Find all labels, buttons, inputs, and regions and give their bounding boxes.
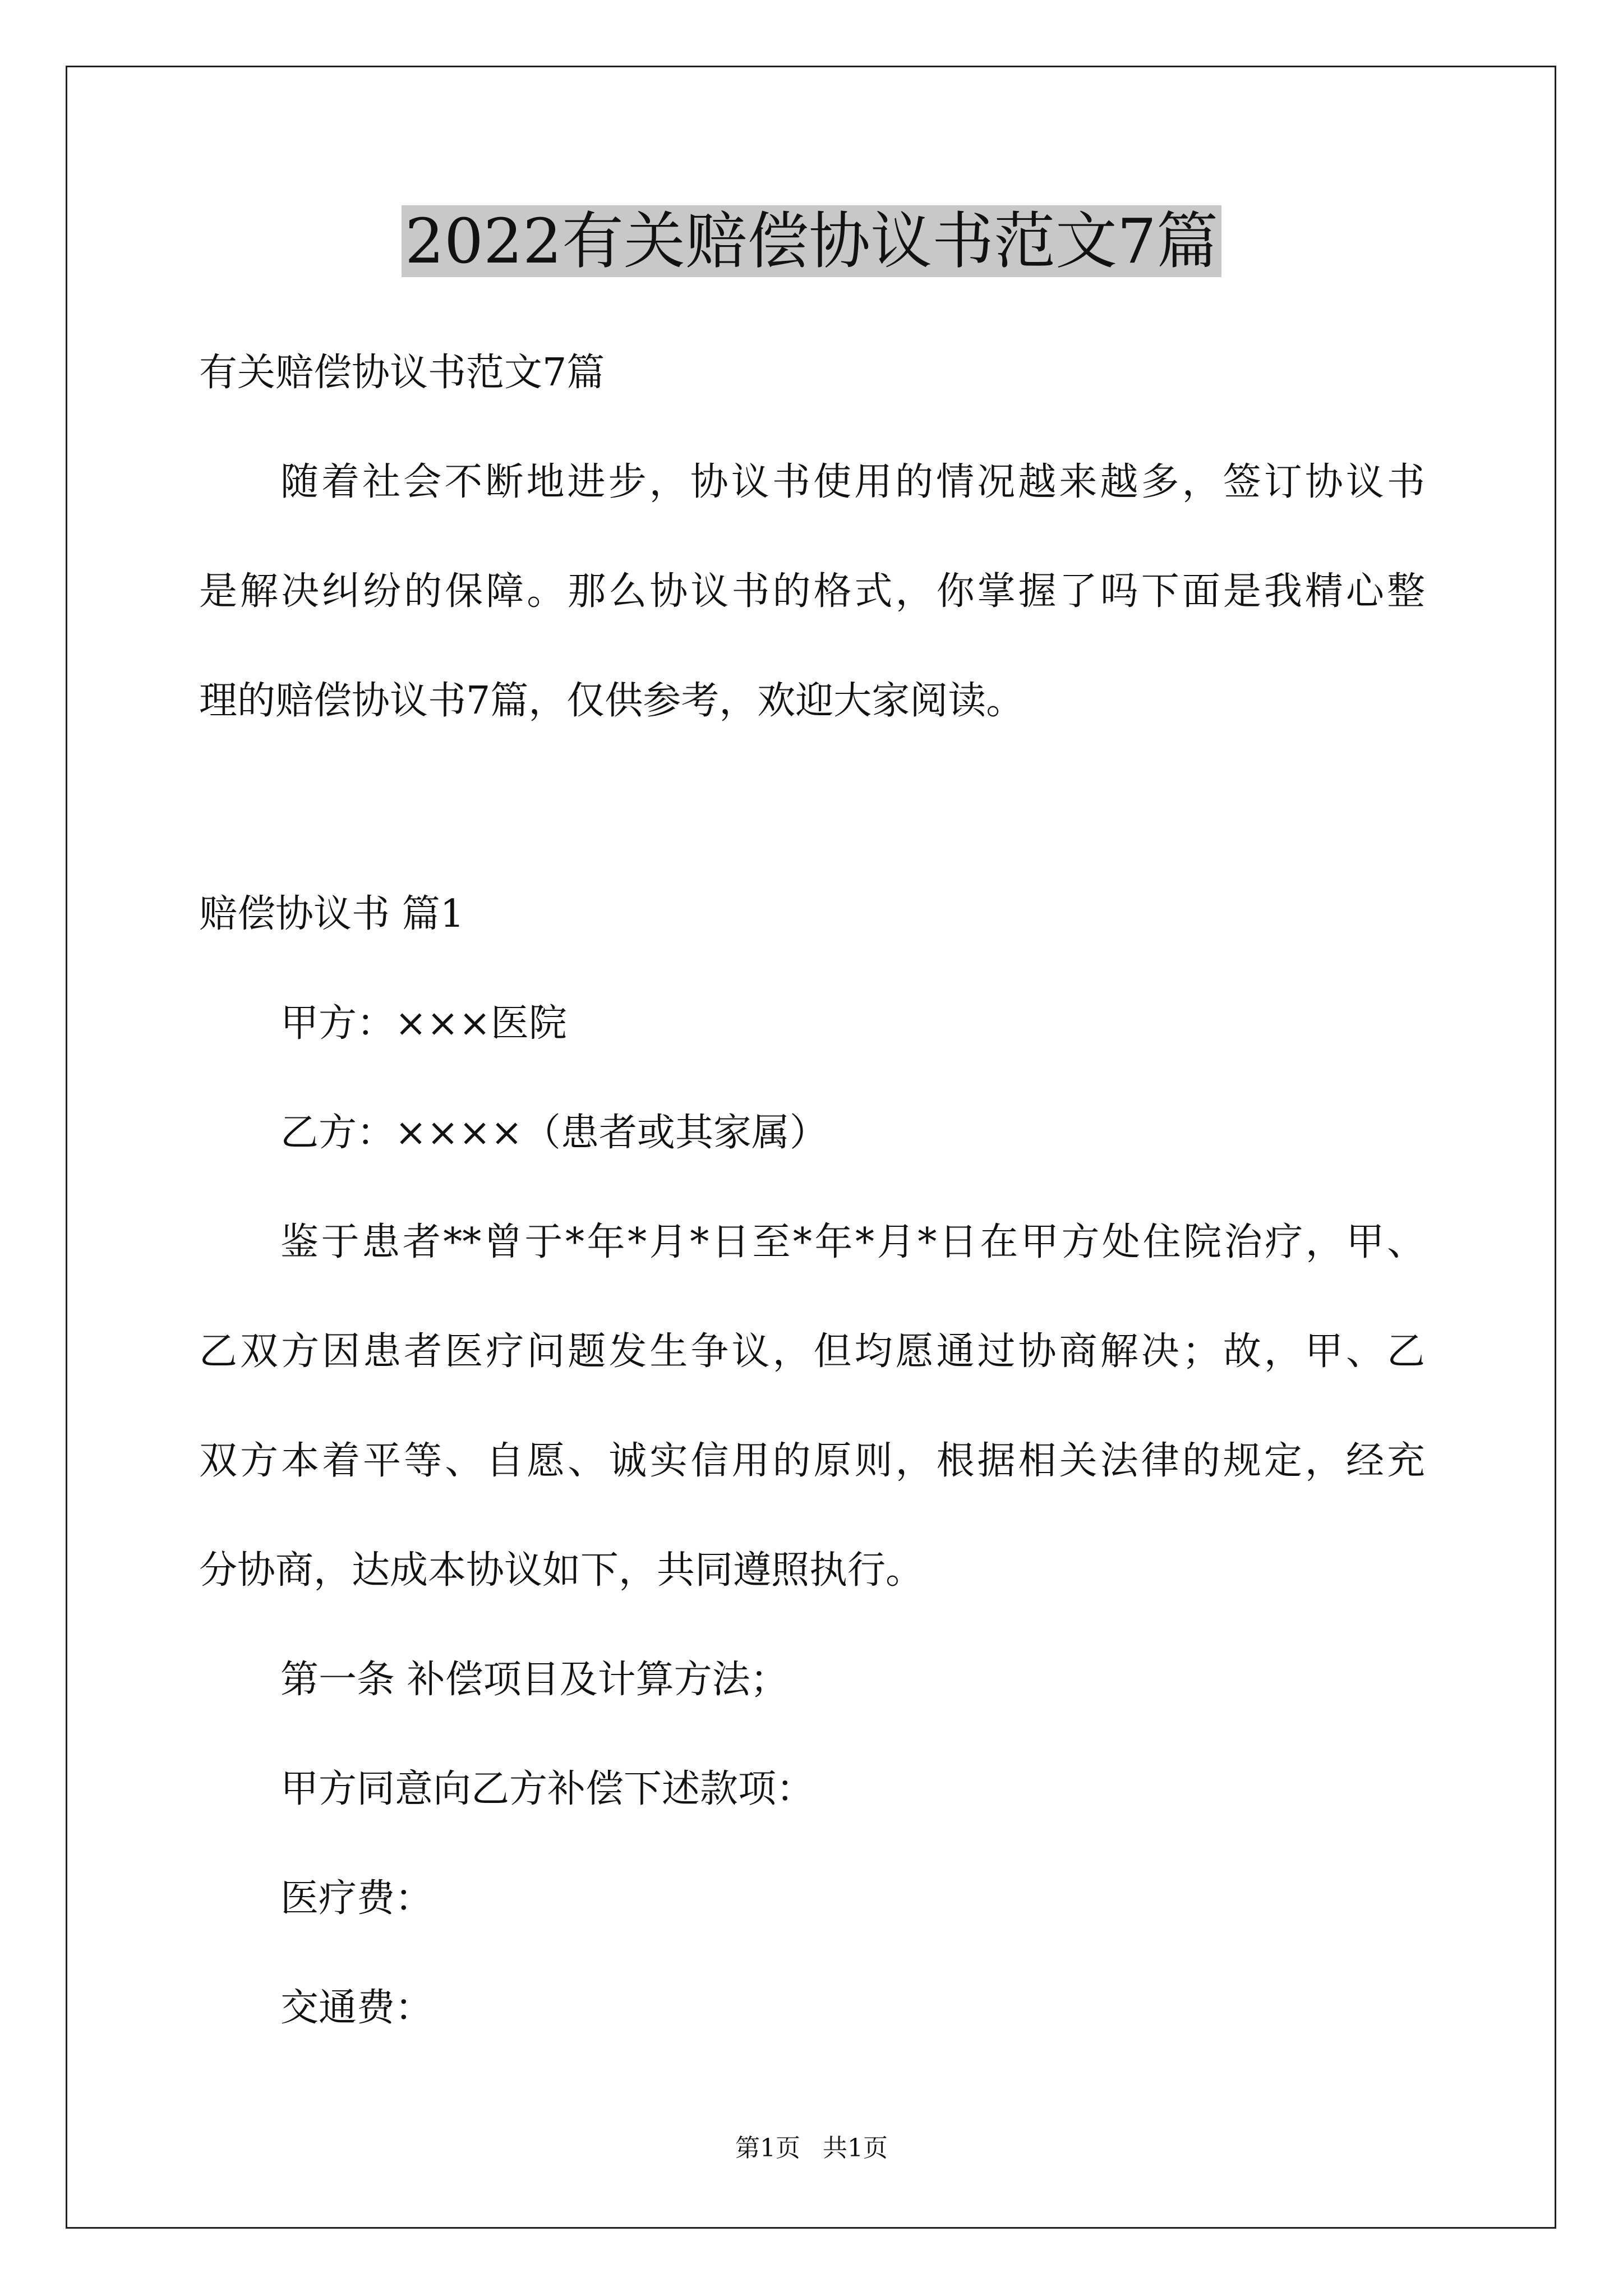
agree-line: 甲方同意向乙方补偿下述款项：: [280, 1767, 815, 1811]
recital-line-2: 乙双方因患者医疗问题发生争议，但均愿通过协商解决；故，甲、乙: [199, 1329, 1425, 1374]
party-b: 乙方：××××（患者或其家属）: [280, 1111, 828, 1155]
recital-line-4: 分协商，达成本协议如下，共同遵照执行。: [199, 1548, 924, 1593]
document-subtitle: 有关赔偿协议书范文7篇: [199, 351, 605, 395]
page-footer: [0, 2132, 1623, 2165]
item-transport-fee: 交通费：: [280, 1986, 434, 2030]
recital-line-1: 鉴于患者**曾于*年*月*日至*年*月*日在甲方处住院治疗，甲、: [280, 1220, 1425, 1264]
item-medical-fee: 医疗费：: [280, 1876, 434, 1921]
section-heading: 赔偿协议书 篇1: [199, 892, 464, 936]
page-total: 共1页: [823, 2134, 888, 2162]
article-1: 第一条 补偿项目及计算方法；: [280, 1658, 789, 1702]
intro-line-1: 随着社会不断地进步，协议书使用的情况越来越多，签订协议书: [280, 460, 1425, 504]
document-title: 2022有关赔偿协议书范文7篇: [0, 199, 1623, 283]
party-a: 甲方：×××医院: [280, 1001, 567, 1046]
recital-line-3: 双方本着平等、自愿、诚实信用的原则，根据相关法律的规定，经充: [199, 1439, 1425, 1483]
intro-line-3: 理的赔偿协议书7篇，仅供参考，欢迎大家阅读。: [199, 679, 1025, 723]
intro-line-2: 是解决纠纷的保障。那么协议书的格式，你掌握了吗下面是我精心整: [199, 569, 1425, 614]
page-number: 第1页: [735, 2134, 800, 2162]
